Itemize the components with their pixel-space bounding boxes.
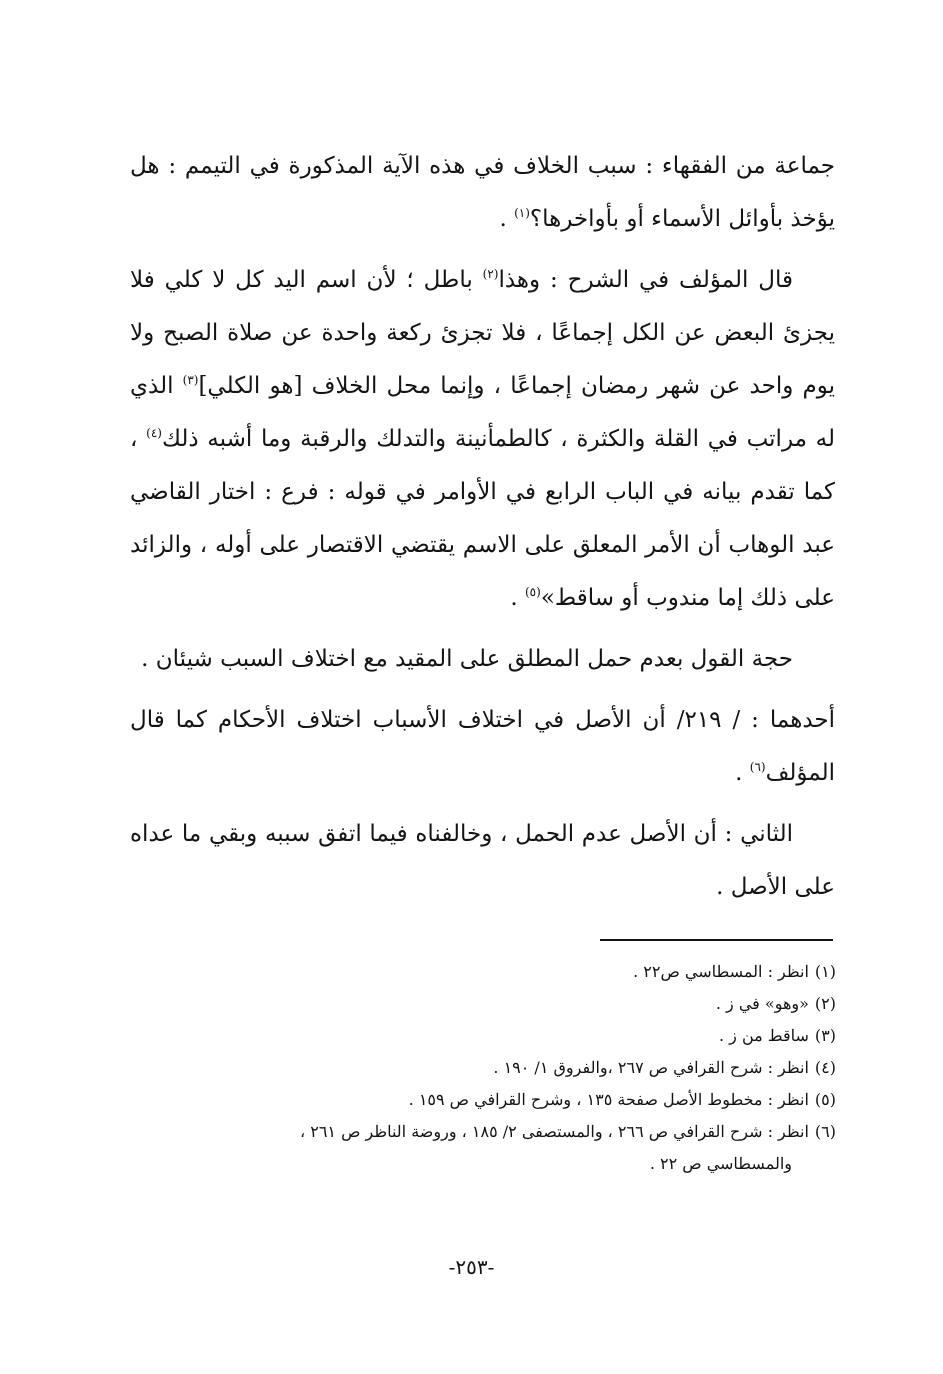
- paragraph-1: [130, 140, 835, 246]
- paragraph-2-part-3: الذي له مراتب في القلة والكثرة ، كالطمأنينة والتدلك والرقبة وما أشبه ذلك: [130, 373, 836, 452]
- footnote-text: انظر : شرح القرافي ص ٢٦٦ ، والمستصفى ٢/ ١٨٥ ، وروضة الناظر ص ٢٦١ ،: [299, 1122, 809, 1141]
- paragraph-1-text: جماعة من الفقهاء : سبب الخلاف في هذه الآية المذكورة في التيمم : هل يؤخذ بأوائل الأسماء أو بأواخرها؟: [130, 153, 835, 232]
- footnote-ref-1[interactable]: (١): [514, 206, 530, 220]
- footnote-ref-6[interactable]: (٦): [749, 760, 766, 774]
- paragraph-5: [130, 808, 835, 914]
- paragraph-2-part-2: باطل ؛ لأن اسم اليد كل لا كلي فلا يجزئ البعض عن الكل إجماعًا ، فلا تجزئ ركعة واحدة عن صلاة الصبح ولا يوم واحد عن شهر رمضان إجماعًا ، وإنما محل الخلاف [هو الكلي]: [130, 267, 835, 399]
- footnote-ref-4[interactable]: (٤): [146, 426, 162, 440]
- paragraph-2-part-5: .: [510, 585, 525, 611]
- footnote-ref-2[interactable]: (٢): [482, 267, 499, 281]
- paragraph-2: [130, 254, 835, 625]
- paragraph-4: [130, 694, 835, 800]
- footnote-ref-5[interactable]: (٥): [524, 585, 541, 599]
- footnote-number: (٦): [814, 1122, 836, 1141]
- main-text: [130, 140, 835, 914]
- footnote-ref-3[interactable]: (٣): [182, 373, 199, 387]
- footnote-text: انظر : مخطوط الأصل صفحة ١٣٥ ، وشرح القرافي ص ١٥٩ .: [408, 1090, 809, 1109]
- footnote-3: [120, 1020, 836, 1052]
- footnote-number: (٤): [814, 1058, 836, 1077]
- page-number: -٢٥٣-: [448, 1255, 495, 1279]
- footnote-2: [120, 988, 836, 1020]
- footnote-text: ساقط من ز .: [718, 1026, 809, 1045]
- footnote-4: [120, 1052, 836, 1084]
- footnote-5: [120, 1084, 836, 1116]
- footnote-1: [120, 956, 836, 988]
- footnote-text: انظر : المسطاسي ص٢٢ .: [633, 962, 809, 981]
- footnote-text: والمسطاسي ص ٢٢ .: [649, 1154, 792, 1173]
- paragraph-2-part-4: ، كما تقدم بيانه في الباب الرابع في الأوامر في قوله : فرع : اختار القاضي عبد الوهاب أن الأمر المعلق على الاسم يقتضي الاقتصار على أوله ، والزائد على ذلك إما مندوب أو ساقط»: [130, 426, 835, 611]
- footnote-number: (١): [814, 962, 836, 981]
- footnote-number: (٥): [814, 1090, 836, 1109]
- footnote-number: (٣): [814, 1026, 836, 1045]
- paragraph-3-text: حجة القول بعدم حمل المطلق على المقيد مع اختلاف السبب شيئان .: [141, 646, 793, 672]
- footnote-6-continuation: [120, 1148, 836, 1180]
- footnote-6: [120, 1116, 836, 1148]
- footnotes-section: [120, 956, 836, 1180]
- footnote-text: انظر : شرح القرافي ص ٢٦٧ ،والفروق ١/ ١٩٠ .: [493, 1058, 809, 1077]
- footnote-separator: [600, 939, 833, 941]
- footnote-number: (٢): [814, 994, 836, 1013]
- paragraph-3: [130, 633, 835, 686]
- paragraph-2-part-1: قال المؤلف في الشرح : وهذا: [498, 267, 793, 293]
- paragraph-5-text: الثاني : أن الأصل عدم الحمل ، وخالفناه فيما اتفق سببه وبقي ما عداه على الأصل .: [130, 821, 835, 900]
- footnote-text: «وهو» في ز .: [715, 994, 809, 1013]
- paragraph-4-tail: .: [735, 760, 750, 786]
- paragraph-4-text: أحدهما : / ٢١٩/ أن الأصل في اختلاف الأسباب اختلاف الأحكام كما قال المؤلف: [130, 707, 835, 786]
- paragraph-1-tail: .: [499, 206, 515, 232]
